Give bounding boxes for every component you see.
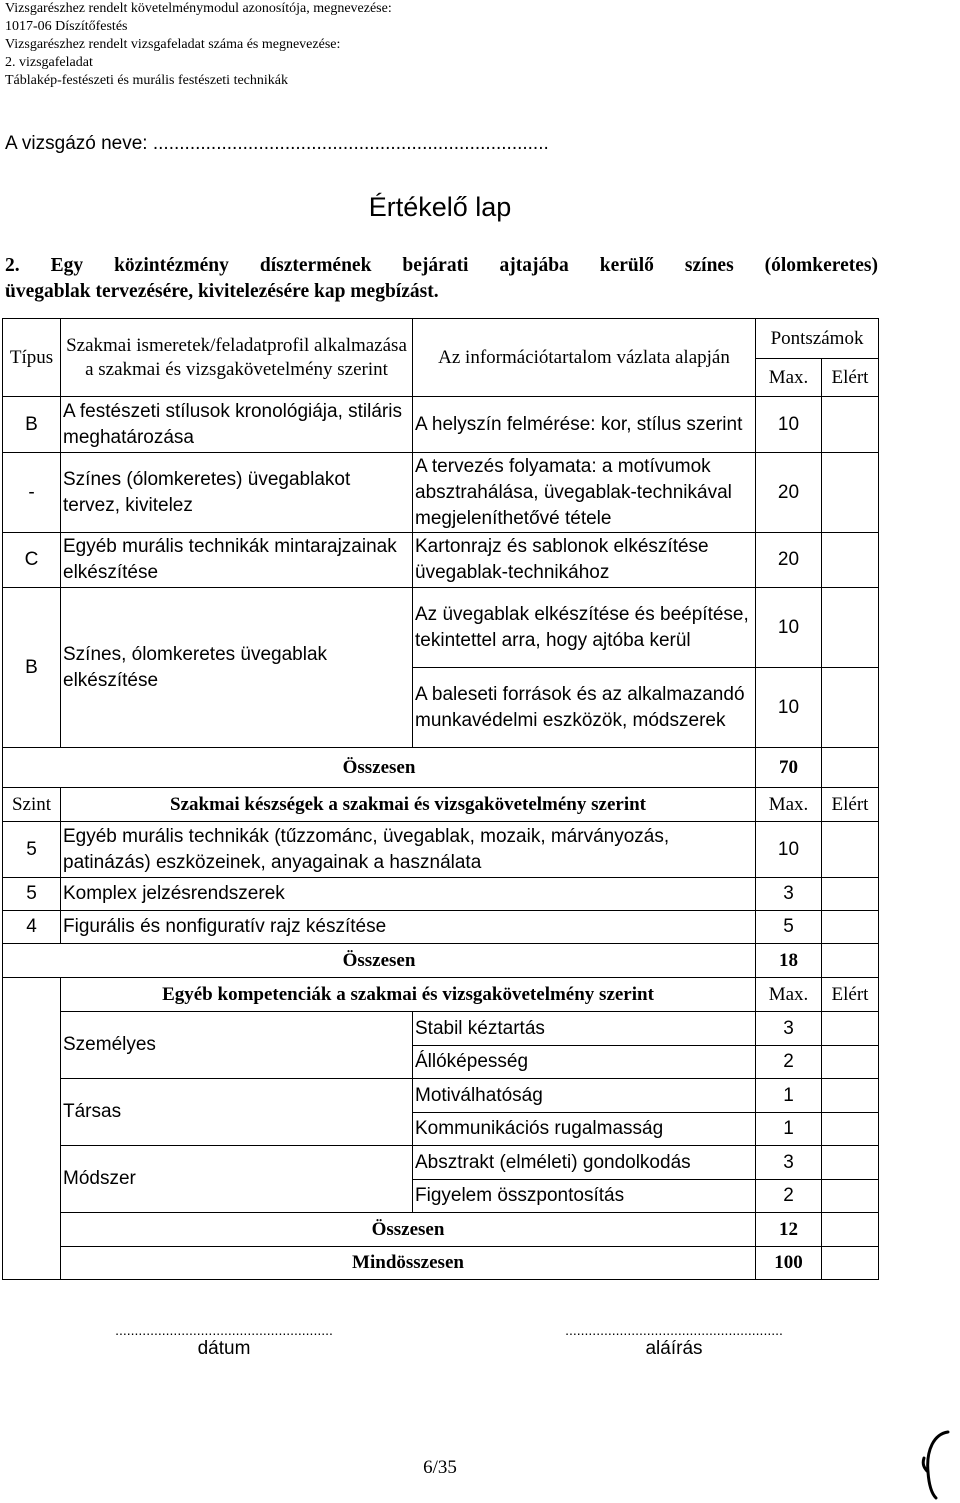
elert-cell[interactable] bbox=[822, 397, 879, 453]
header-line: Vizsgarészhez rendelt követelménymodul azonosítója, megnevezése: bbox=[5, 1, 392, 16]
group-cell: Módszer bbox=[61, 1146, 413, 1213]
date-line: ........................................................ bbox=[115, 1322, 333, 1338]
competence-header-row bbox=[3, 978, 879, 1012]
profil-cell: Egyéb murális technikák mintarajzainak elkészítése bbox=[61, 533, 413, 588]
sum-elert-cell[interactable] bbox=[822, 944, 879, 978]
page-number: 6/35 bbox=[423, 1457, 457, 1478]
sum-value: 18 bbox=[756, 944, 822, 978]
corner-scan-mark bbox=[920, 1428, 956, 1500]
max-cell: 10 bbox=[756, 588, 822, 668]
table-row bbox=[3, 1012, 879, 1046]
profil-cell: Színes, ólomkeretes üvegablak elkészítése bbox=[61, 588, 413, 748]
document-header bbox=[5, 0, 392, 90]
col-header-max: Max. bbox=[756, 359, 822, 397]
profil-cell: A festészeti stílusok kronológiája, stiláris meghatározása bbox=[61, 397, 413, 453]
sum-value: 12 bbox=[756, 1213, 822, 1247]
profil-cell: Színes (ólomkeretes) üvegablakot tervez, kivitelez bbox=[61, 453, 413, 533]
header-line: Táblakép-festészeti és murális festészeti technikák bbox=[5, 73, 288, 88]
sum-label: Összesen bbox=[61, 1213, 756, 1247]
max-cell: 2 bbox=[756, 1046, 822, 1079]
info-cell: Az üvegablak elkészítése és beépítése, tekintettel arra, hogy ajtóba kerül bbox=[413, 588, 756, 668]
elert-cell[interactable] bbox=[822, 588, 879, 668]
tipus-cell: - bbox=[3, 453, 61, 533]
col-header-elert: Elért bbox=[822, 978, 879, 1012]
col-header-max: Max. bbox=[756, 978, 822, 1012]
max-cell: 3 bbox=[756, 878, 822, 911]
elert-cell[interactable] bbox=[822, 1113, 879, 1146]
elert-cell[interactable] bbox=[822, 1046, 879, 1079]
tipus-cell: C bbox=[3, 533, 61, 588]
elert-cell[interactable] bbox=[822, 911, 879, 944]
table-row bbox=[3, 878, 879, 911]
info-cell: Kartonrajz és sablonok elkészítése üvegablak-technikához bbox=[413, 533, 756, 588]
sum-label: Összesen bbox=[3, 748, 756, 788]
col-header-keszsegek: Szakmai készségek a szakmai és vizsgakövetelmény szerint bbox=[61, 788, 756, 822]
table-row bbox=[3, 1079, 879, 1113]
col-header-szint: Szint bbox=[3, 788, 61, 822]
elert-cell[interactable] bbox=[822, 1079, 879, 1113]
table-row bbox=[3, 533, 879, 588]
max-cell: 10 bbox=[756, 397, 822, 453]
header-line: 2. vizsgafeladat bbox=[5, 55, 93, 70]
elert-cell[interactable] bbox=[822, 453, 879, 533]
sum-row bbox=[3, 944, 879, 978]
page-title: Értékelő lap bbox=[368, 192, 512, 222]
skill-cell: Komplex jelzésrendszerek bbox=[61, 878, 756, 911]
max-cell: 20 bbox=[756, 533, 822, 588]
sum-label: Összesen bbox=[3, 944, 756, 978]
col-header-tipus: Típus bbox=[3, 319, 61, 397]
szint-cell: 4 bbox=[3, 911, 61, 944]
competence-cell: Absztrakt (elméleti) gondolkodás bbox=[413, 1146, 756, 1180]
col-header-profil: Szakmai ismeretek/feladatprofil alkalmazása a szakmai és vizsgakövetelmény szerint bbox=[61, 319, 413, 397]
total-label: Mindösszesen bbox=[61, 1247, 756, 1280]
signature-line: ........................................................ bbox=[565, 1322, 783, 1338]
table-row bbox=[3, 453, 879, 533]
total-row bbox=[3, 1247, 879, 1280]
group-cell: Társas bbox=[61, 1079, 413, 1146]
szint-cell: 5 bbox=[3, 822, 61, 878]
group-cell: Személyes bbox=[61, 1012, 413, 1079]
max-cell: 5 bbox=[756, 911, 822, 944]
sum-elert-cell[interactable] bbox=[822, 748, 879, 788]
table-row bbox=[3, 588, 879, 668]
elert-cell[interactable] bbox=[822, 668, 879, 748]
signature-block bbox=[538, 1322, 810, 1360]
date-label: dátum bbox=[197, 1338, 251, 1359]
task-description bbox=[5, 253, 878, 305]
sum-row bbox=[3, 748, 879, 788]
competence-cell: Motiválhatóság bbox=[413, 1079, 756, 1113]
elert-cell[interactable] bbox=[822, 822, 879, 878]
szint-cell: 5 bbox=[3, 878, 61, 911]
info-cell: A baleseti források és az alkalmazandó munkavédelmi eszközök, módszerek bbox=[413, 668, 756, 748]
sum-elert-cell[interactable] bbox=[822, 1213, 879, 1247]
competence-cell: Stabil kéztartás bbox=[413, 1012, 756, 1046]
skill-cell: Egyéb murális technikák (tűzzománc, üvegablak, mozaik, márványozás, patinázás) eszközeinek, anyagainak a használata bbox=[61, 822, 756, 878]
table-row bbox=[3, 397, 879, 453]
tipus-cell: B bbox=[3, 397, 61, 453]
col-header-elert: Elért bbox=[822, 359, 879, 397]
evaluation-table bbox=[2, 318, 879, 1280]
competence-cell: Kommunikációs rugalmasság bbox=[413, 1113, 756, 1146]
elert-cell[interactable] bbox=[822, 1146, 879, 1180]
blank-column bbox=[3, 978, 61, 1280]
col-header-info: Az információtartalom vázlata alapján bbox=[413, 319, 756, 397]
max-cell: 10 bbox=[756, 668, 822, 748]
header-line: Vizsgarészhez rendelt vizsgafeladat száma és megnevezése: bbox=[5, 37, 341, 52]
sum-row bbox=[3, 1213, 879, 1247]
info-cell: A tervezés folyamata: a motívumok absztrahálása, üvegablak-technikával megjeleníthetővé tétele bbox=[413, 453, 756, 533]
table-row bbox=[3, 822, 879, 878]
max-cell: 1 bbox=[756, 1079, 822, 1113]
max-cell: 3 bbox=[756, 1012, 822, 1046]
date-signature-block bbox=[88, 1322, 360, 1360]
skills-header-row bbox=[3, 788, 879, 822]
table-row bbox=[3, 1146, 879, 1180]
total-elert-cell[interactable] bbox=[822, 1247, 879, 1280]
total-value: 100 bbox=[756, 1247, 822, 1280]
elert-cell[interactable] bbox=[822, 878, 879, 911]
sum-value: 70 bbox=[756, 748, 822, 788]
tipus-cell: B bbox=[3, 588, 61, 748]
table-row bbox=[3, 911, 879, 944]
skill-cell: Figurális és nonfiguratív rajz készítése bbox=[61, 911, 756, 944]
col-header-max: Max. bbox=[756, 788, 822, 822]
elert-cell[interactable] bbox=[822, 1012, 879, 1046]
info-cell: A helyszín felmérése: kor, stílus szerint bbox=[413, 397, 756, 453]
max-cell: 1 bbox=[756, 1113, 822, 1146]
task-line: üvegablak tervezésére, kivitelezésére kap megbízást. bbox=[5, 281, 439, 302]
candidate-name-field: A vizsgázó neve: ........................................................................... bbox=[5, 133, 549, 154]
col-header-elert: Elért bbox=[822, 788, 879, 822]
elert-cell[interactable] bbox=[822, 1180, 879, 1213]
col-header-pontszamok: Pontszámok bbox=[756, 319, 879, 359]
competence-cell: Állóképesség bbox=[413, 1046, 756, 1079]
competence-cell: Figyelem összpontosítás bbox=[413, 1180, 756, 1213]
max-cell: 3 bbox=[756, 1146, 822, 1180]
max-cell: 10 bbox=[756, 822, 822, 878]
col-header-kompetenciak: Egyéb kompetenciák a szakmai és vizsgakövetelmény szerint bbox=[61, 978, 756, 1012]
signature-label: aláírás bbox=[645, 1338, 703, 1359]
task-line: 2. Egy közintézmény dísztermének bejárati ajtajába kerülő színes (ólomkeretes) bbox=[5, 255, 878, 276]
header-line: 1017-06 Díszítőfestés bbox=[5, 19, 128, 34]
elert-cell[interactable] bbox=[822, 533, 879, 588]
max-cell: 2 bbox=[756, 1180, 822, 1213]
max-cell: 20 bbox=[756, 453, 822, 533]
